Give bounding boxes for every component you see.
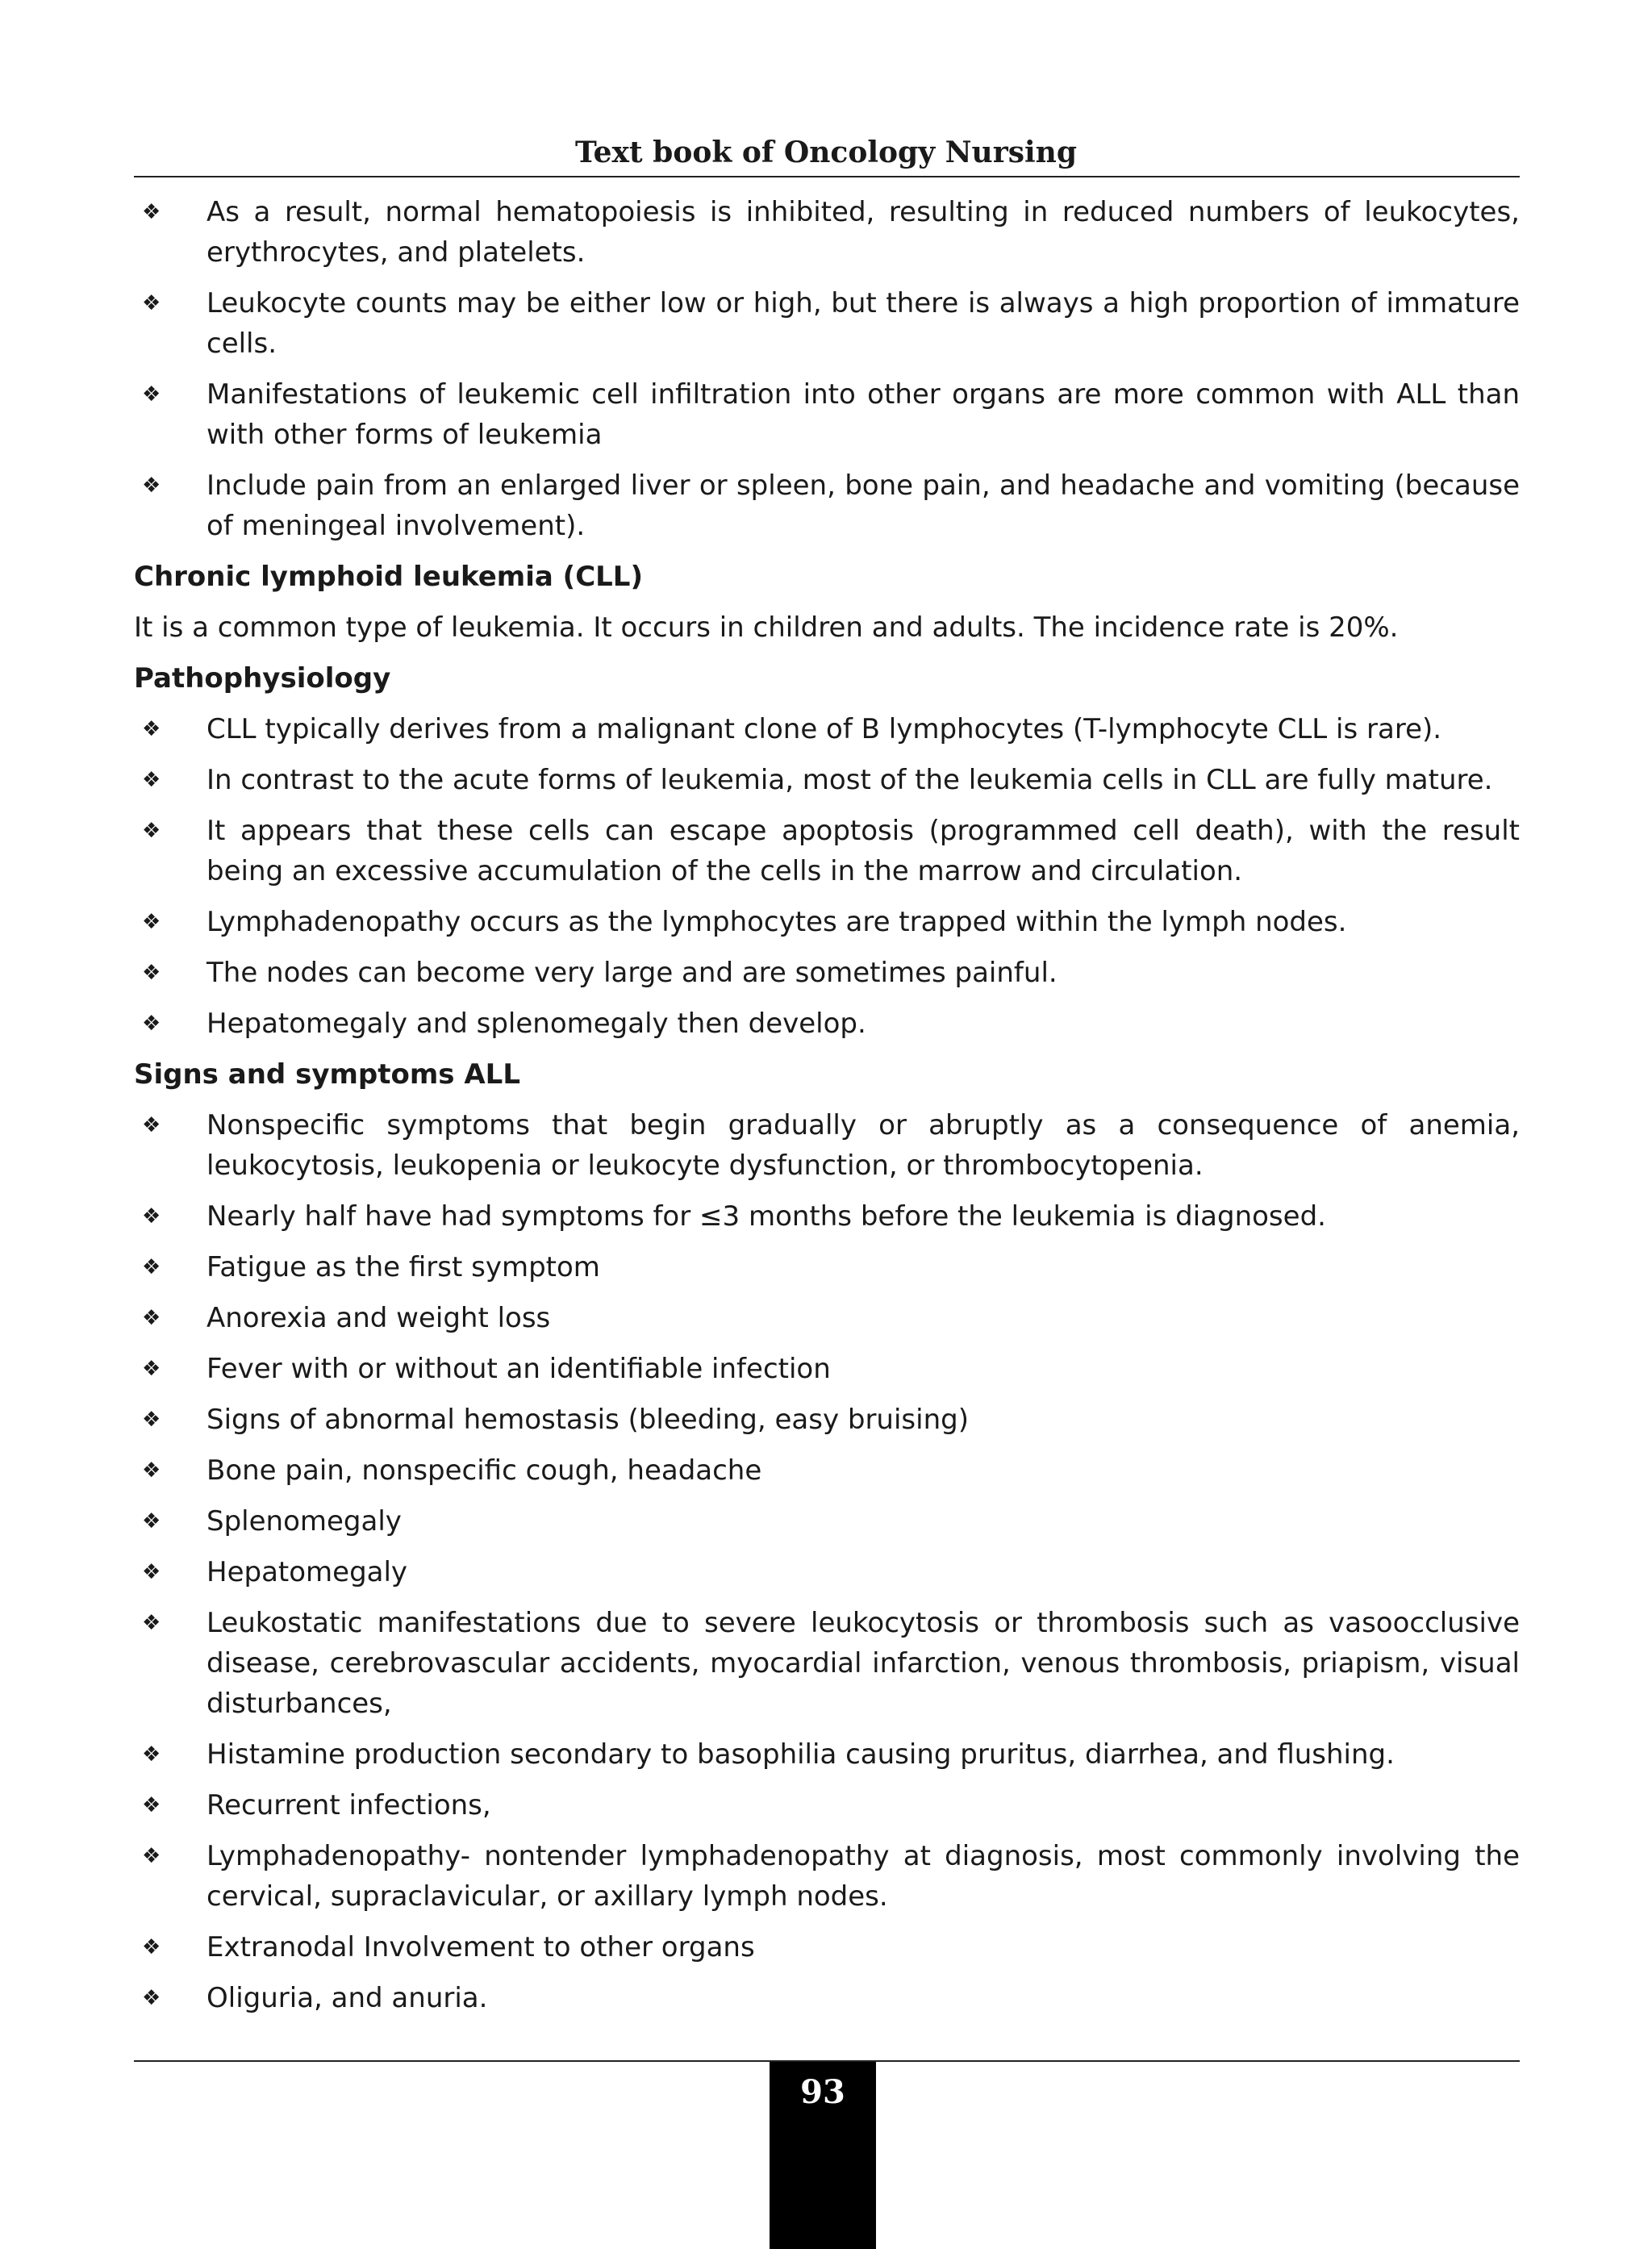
list-item-text: CLL typically derives from a malignant clone of B lymphocytes (T-lymphocyte CLL is rare). (206, 713, 1442, 745)
list-item-text: Extranodal Involvement to other organs (206, 1931, 755, 1963)
bullet-diamond-icon: ❖ (142, 1306, 161, 1330)
list-item-text: As a result, normal hematopoiesis is inhibited, resulting in reduced numbers of leukocytes, erythrocytes, and platelets. (206, 196, 1520, 269)
list-item (134, 1196, 1520, 1237)
list-item (134, 1450, 1520, 1491)
bullet-diamond-icon: ❖ (142, 1204, 161, 1229)
bullet-diamond-icon: ❖ (142, 382, 161, 407)
cll-heading: Chronic lymphoid leukemia (CLL) (134, 561, 644, 593)
list-item-text: Hepatomegaly (206, 1556, 408, 1588)
bullet-diamond-icon: ❖ (142, 1255, 161, 1279)
list-item (134, 1298, 1520, 1338)
bullet-diamond-icon: ❖ (142, 1611, 161, 1635)
list-item-text: Lymphadenopathy- nontender lymphadenopathy at diagnosis, most commonly involving the cervical, supraclavicular, or axillary lymph nodes. (206, 1840, 1520, 1913)
signs-symptoms-heading: Signs and symptoms ALL (134, 1058, 521, 1091)
bullet-diamond-icon: ❖ (142, 961, 161, 985)
list-item (134, 1836, 1520, 1917)
list-item (134, 953, 1520, 993)
list-item-text: Fatigue as the first symptom (206, 1251, 600, 1283)
bullet-diamond-icon: ❖ (142, 1113, 161, 1137)
page-body (134, 192, 1520, 2029)
list-item-text: Anorexia and weight loss (206, 1302, 551, 1334)
list-item (134, 1501, 1520, 1542)
list-item (134, 1105, 1520, 1186)
bullet-diamond-icon: ❖ (142, 910, 161, 934)
bullet-diamond-icon: ❖ (142, 1357, 161, 1381)
page-number-tab (770, 2062, 876, 2249)
list-item (134, 1400, 1520, 1440)
bullet-diamond-icon: ❖ (142, 1408, 161, 1432)
list-item-text: The nodes can become very large and are sometimes painful. (206, 957, 1058, 989)
bullet-diamond-icon: ❖ (142, 717, 161, 741)
list-item (134, 902, 1520, 942)
list-item (134, 283, 1520, 364)
list-item (134, 760, 1520, 800)
bullet-diamond-icon: ❖ (142, 1986, 161, 2010)
list-item-text: Fever with or without an identifiable infection (206, 1353, 831, 1385)
intro-bullet-list (134, 192, 1520, 546)
page-number: 93 (800, 2073, 845, 2111)
list-item (134, 465, 1520, 546)
bullet-diamond-icon: ❖ (142, 291, 161, 315)
list-item-text: Histamine production secondary to basophilia causing pruritus, diarrhea, and flushing. (206, 1738, 1395, 1771)
bullet-diamond-icon: ❖ (142, 1742, 161, 1767)
bullet-diamond-icon: ❖ (142, 819, 161, 843)
cll-paragraph: It is a common type of leukemia. It occurs in children and adults. The incidence rate is 20%. (134, 611, 1399, 644)
list-item (134, 192, 1520, 273)
bullet-diamond-icon: ❖ (142, 1458, 161, 1483)
list-item-text: Oliguria, and anuria. (206, 1982, 488, 2014)
running-header: Text book of Oncology Nursing (574, 136, 1077, 169)
list-item-text: Lymphadenopathy occurs as the lymphocytes are trapped within the lymph nodes. (206, 906, 1347, 938)
list-item-text: Manifestations of leukemic cell infiltration into other organs are more common with ALL than with other forms of leukemia (206, 378, 1520, 451)
bullet-diamond-icon: ❖ (142, 1793, 161, 1817)
bullet-diamond-icon: ❖ (142, 1012, 161, 1036)
list-item (134, 1785, 1520, 1825)
list-item-text: Leukostatic manifestations due to severe leukocytosis or thrombosis such as vasoocclusive disease, cerebrovascular accidents, myocardial infarction, venous thrombosis, priapism, visual disturbances, (206, 1607, 1520, 1720)
list-item-text: Hepatomegaly and splenomegaly then develop. (206, 1008, 866, 1040)
list-item (134, 1978, 1520, 2018)
bullet-diamond-icon: ❖ (142, 1935, 161, 1959)
list-item (134, 1552, 1520, 1592)
list-item-text: Bone pain, nonspecific cough, headache (206, 1454, 762, 1487)
list-item-text: Splenomegaly (206, 1505, 402, 1538)
header-rule (134, 176, 1520, 177)
bullet-diamond-icon: ❖ (142, 474, 161, 498)
bullet-diamond-icon: ❖ (142, 768, 161, 792)
signs-symptoms-bullet-list (134, 1105, 1520, 2018)
list-item (134, 1927, 1520, 1967)
list-item-text: Leukocyte counts may be either low or high, but there is always a high proportion of immature cells. (206, 287, 1520, 360)
list-item-text: In contrast to the acute forms of leukemia, most of the leukemia cells in CLL are fully mature. (206, 764, 1493, 796)
list-item (134, 1349, 1520, 1389)
pathophysiology-bullet-list (134, 709, 1520, 1044)
bullet-diamond-icon: ❖ (142, 1844, 161, 1868)
list-item (134, 1734, 1520, 1775)
bullet-diamond-icon: ❖ (142, 1509, 161, 1533)
bullet-diamond-icon: ❖ (142, 1560, 161, 1584)
list-item-text: Nonspecific symptoms that begin gradually or abruptly as a consequence of anemia, leukocytosis, leukopenia or leukocyte dysfunction, or thrombocytopenia. (206, 1109, 1520, 1182)
list-item (134, 1247, 1520, 1287)
list-item-text: Include pain from an enlarged liver or spleen, bone pain, and headache and vomiting (because of meningeal involvement). (206, 469, 1520, 542)
list-item-text: Signs of abnormal hemostasis (bleeding, easy bruising) (206, 1404, 969, 1436)
list-item (134, 1003, 1520, 1044)
list-item (134, 374, 1520, 455)
list-item-text: It appears that these cells can escape apoptosis (programmed cell death), with the result being an excessive accumulation of the cells in the marrow and circulation. (206, 815, 1520, 887)
list-item-text: Recurrent infections, (206, 1789, 491, 1821)
list-item (134, 811, 1520, 891)
list-item (134, 709, 1520, 749)
list-item-text: Nearly half have had symptoms for ≤3 months before the leukemia is diagnosed. (206, 1200, 1326, 1233)
pathophysiology-heading: Pathophysiology (134, 662, 391, 695)
bullet-diamond-icon: ❖ (142, 200, 161, 224)
list-item (134, 1603, 1520, 1724)
